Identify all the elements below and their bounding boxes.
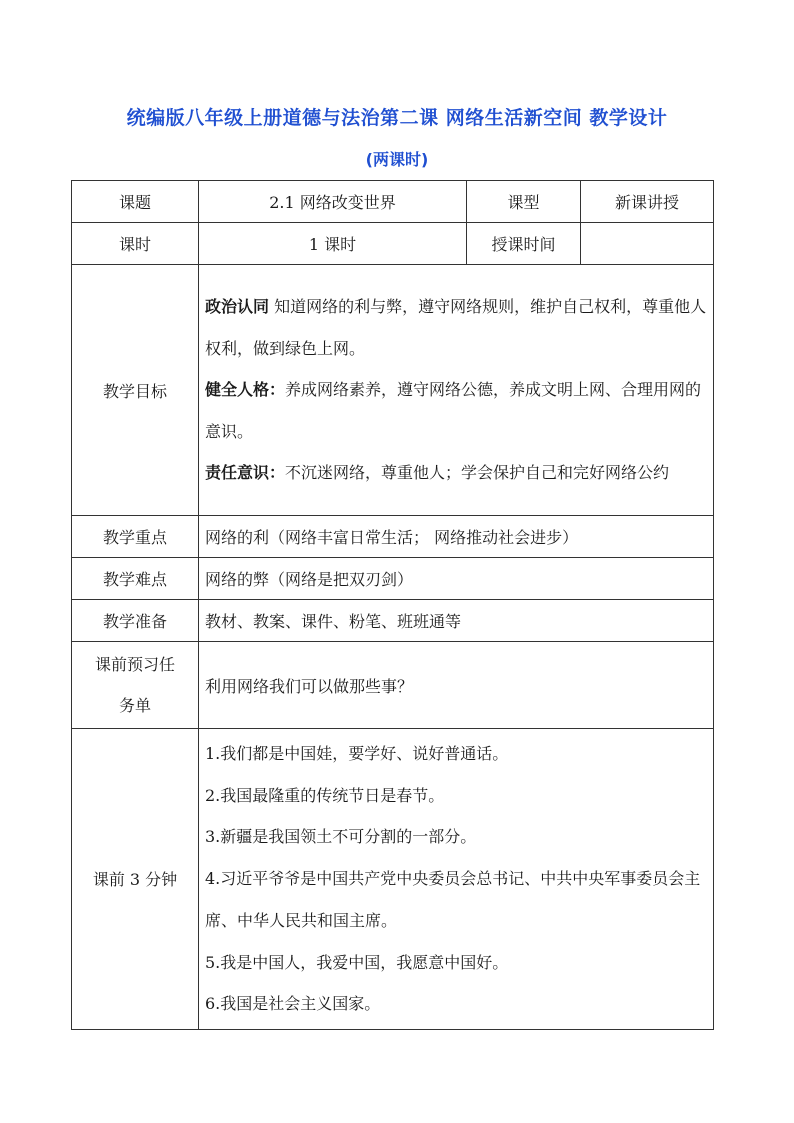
difficulty-value: 网络的弊（网络是把双刃剑）	[199, 558, 714, 600]
goals-label: 教学目标	[72, 265, 199, 516]
table-row	[72, 181, 714, 223]
document-title: 统编版八年级上册道德与法治第二课 网络生活新空间 教学设计	[126, 107, 668, 129]
table-row	[72, 516, 714, 558]
three-minute-label: 课前 3 分钟	[72, 729, 199, 1030]
hours-value: 1 课时	[199, 223, 467, 265]
type-label: 课型	[467, 181, 581, 223]
list-item: 5.我是中国人，我爱中国，我愿意中国好。	[205, 952, 509, 972]
list-item: 4.习近平爷爷是中国共产党中央委员会总书记、中共中央军事委员会主席、中华人民共和国主席。	[205, 869, 701, 930]
goal-heading: 政治认同	[205, 297, 270, 317]
preview-label: 课前预习任务单	[72, 642, 199, 729]
goal-text: 养成网络素养，遵守网络公德，养成文明上网、合理用网的意识。	[205, 380, 702, 441]
goal-text: 不沉迷网络，尊重他人；学会保护自己和完好网络公约	[285, 463, 670, 483]
goal-item	[205, 452, 709, 494]
goal-heading: 责任意识：	[205, 463, 286, 483]
prep-label: 教学准备	[72, 600, 199, 642]
list-item: 2.我国最隆重的传统节日是春节。	[205, 785, 445, 805]
list-item: 6.我国是社会主义国家。	[205, 994, 381, 1014]
preview-value: 利用网络我们可以做那些事？	[199, 642, 714, 729]
hours-label: 课时	[72, 223, 199, 265]
document-subtitle: (两课时)	[365, 150, 429, 169]
goals-content	[199, 265, 714, 516]
table-row	[72, 265, 714, 516]
goal-heading: 健全人格：	[205, 380, 286, 400]
focus-label: 教学重点	[72, 516, 199, 558]
goal-item	[205, 286, 709, 369]
topic-value: 2.1 网络改变世界	[199, 181, 467, 223]
type-value: 新课讲授	[581, 181, 714, 223]
teaching-time-label: 授课时间	[467, 223, 581, 265]
topic-label: 课题	[72, 181, 199, 223]
table-row	[72, 600, 714, 642]
goal-item	[205, 369, 709, 452]
lesson-plan-table	[71, 180, 714, 1030]
three-minute-list	[199, 729, 714, 1030]
list-item: 3.新疆是我国领土不可分割的一部分。	[205, 827, 477, 847]
prep-value: 教材、教案、课件、粉笔、班班通等	[199, 600, 714, 642]
goal-text: 知道网络的利与弊，遵守网络规则，维护自己权利，尊重他人权利，做到绿色上网。	[205, 297, 707, 358]
focus-value: 网络的利（网络丰富日常生活； 网络推动社会进步）	[199, 516, 714, 558]
table-row	[72, 223, 714, 265]
difficulty-label: 教学难点	[72, 558, 199, 600]
table-row	[72, 642, 714, 729]
table-row	[72, 729, 714, 1030]
table-row	[72, 558, 714, 600]
list-item: 1.我们都是中国娃，要学好、说好普通话。	[205, 744, 509, 763]
teaching-time-value	[581, 223, 714, 265]
